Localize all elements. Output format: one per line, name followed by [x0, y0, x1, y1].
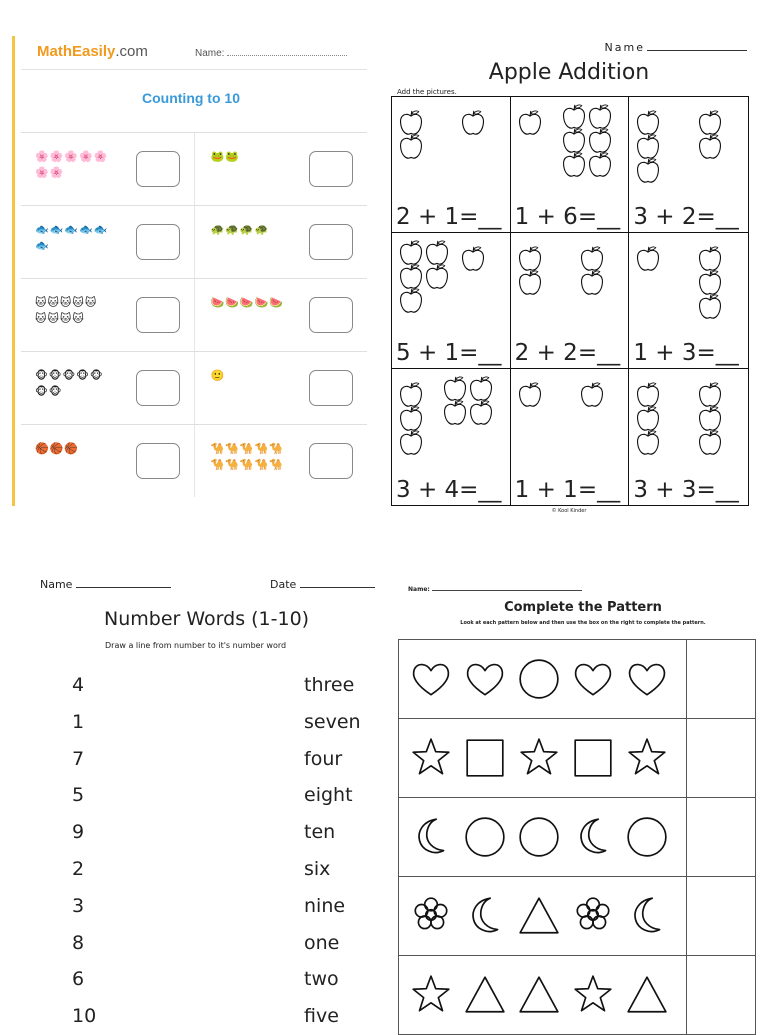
counting-row — [21, 351, 367, 424]
number-item: 7 — [72, 747, 85, 770]
date-field: Date — [270, 578, 375, 591]
counting-cell — [21, 133, 194, 205]
picture-group: 🌸🌸🌸🌸🌸 🌸🌸 — [35, 150, 109, 179]
problem-cell — [629, 233, 748, 369]
number-word: seven — [304, 710, 361, 733]
picture-group: 🐢🐢🐢🐢 — [210, 223, 270, 236]
copyright: © Kool Kinder — [551, 508, 587, 514]
counting-cell — [21, 279, 194, 351]
apple-icon — [517, 109, 543, 137]
counting-row — [21, 132, 367, 205]
answer-box[interactable] — [136, 297, 180, 333]
number-item: 9 — [72, 821, 85, 844]
pattern-worksheet — [398, 580, 768, 1024]
problem-cell — [511, 97, 630, 233]
star-icon — [566, 973, 620, 1017]
answer-box[interactable] — [309, 224, 353, 260]
answer-box[interactable] — [687, 956, 755, 1034]
problem-cell — [392, 97, 511, 233]
picture-group: 🏀🏀🏀 — [35, 442, 80, 455]
moon-icon — [620, 894, 674, 938]
answer-box[interactable] — [309, 151, 353, 187]
number-item: 4 — [72, 674, 85, 696]
apple-icon — [635, 157, 661, 185]
divider — [21, 69, 367, 70]
heart-icon — [404, 657, 458, 701]
heart-icon — [566, 657, 620, 701]
flower-icon — [404, 894, 458, 938]
apple-icon — [398, 429, 424, 457]
apple-grid — [391, 96, 749, 506]
number-item: 10 — [72, 1005, 97, 1028]
equation: 5 + 1=__ — [396, 340, 502, 366]
number-item: 1 — [72, 710, 85, 733]
counting-cell — [194, 425, 368, 497]
picture-group: 🐟🐟🐟🐟🐟 🐟 — [35, 223, 109, 252]
problem-cell — [511, 233, 630, 369]
pattern-row — [399, 877, 755, 956]
moon-icon — [566, 815, 620, 859]
pattern-shapes — [399, 798, 687, 876]
pattern-shapes — [399, 640, 687, 718]
name-field: Name: — [195, 48, 347, 59]
counting-cell — [21, 206, 194, 278]
number-word: eight — [304, 784, 353, 807]
number-word: one — [304, 931, 340, 954]
counting-row — [21, 205, 367, 278]
triangle-icon — [458, 973, 512, 1017]
number-word: nine — [304, 894, 346, 917]
problem-cell — [629, 97, 748, 233]
picture-group: 🐸🐸 — [210, 150, 240, 163]
worksheet-title: Apple Addition — [488, 60, 650, 85]
apple-icon — [635, 245, 661, 273]
pattern-shapes — [399, 719, 687, 797]
picture-group: 🙂 — [210, 369, 226, 382]
answer-box[interactable] — [136, 151, 180, 187]
equation: 3 + 2=__ — [633, 204, 739, 230]
circle-icon — [620, 815, 674, 859]
equation: 1 + 6=__ — [514, 204, 621, 230]
counting-cell — [194, 279, 368, 351]
apple-icon — [697, 133, 723, 161]
star-icon — [620, 736, 674, 780]
pattern-shapes — [399, 877, 687, 955]
answer-box[interactable] — [309, 443, 353, 479]
star-icon — [404, 736, 458, 780]
heart-icon — [620, 657, 674, 701]
counting-cell — [194, 352, 368, 424]
worksheet-title: Counting to 10 — [142, 90, 240, 106]
picture-group: 🍉🍉🍉🍉🍉 — [210, 296, 284, 309]
apple-icon — [460, 109, 486, 137]
apple-icon — [468, 399, 494, 427]
apple-icon — [398, 133, 424, 161]
apple-icon — [697, 293, 723, 321]
square-icon — [566, 736, 620, 780]
problem-cell — [511, 369, 630, 505]
answer-box[interactable] — [687, 719, 755, 797]
triangle-icon — [512, 973, 566, 1017]
number-word: four — [304, 747, 343, 770]
number-item: 8 — [72, 931, 85, 954]
pattern-row — [399, 798, 755, 877]
circle-icon — [512, 657, 566, 701]
square-icon — [458, 736, 512, 780]
equation: 2 + 1=__ — [396, 204, 502, 230]
apple-icon — [635, 429, 661, 457]
apple-icon — [587, 151, 613, 179]
pattern-row — [399, 956, 755, 1035]
number-word: two — [304, 968, 339, 991]
triangle-icon — [620, 973, 674, 1017]
answer-box[interactable] — [309, 297, 353, 333]
equation: 2 + 2=__ — [514, 340, 621, 366]
instructions: Look at each pattern below and then use the box on the right to complete the pattern. — [460, 620, 706, 626]
flower-icon — [566, 894, 620, 938]
pattern-row — [399, 640, 755, 719]
triangle-icon — [512, 894, 566, 938]
moon-icon — [458, 894, 512, 938]
apple-icon — [398, 287, 424, 315]
number-words-worksheet — [20, 572, 380, 1032]
apple-icon — [697, 429, 723, 457]
name-field: Name — [605, 41, 747, 54]
answer-box[interactable] — [309, 370, 353, 406]
brand-logo: MathEasily.com — [37, 43, 148, 60]
instructions: Draw a line from number to it's number word — [105, 641, 287, 650]
counting-cell — [194, 206, 368, 278]
circle-icon — [512, 815, 566, 859]
pattern-shapes — [399, 956, 687, 1034]
pattern-row — [399, 719, 755, 798]
number-word: six — [304, 858, 331, 880]
equation: 1 + 3=__ — [633, 340, 739, 366]
picture-group: 🐱🐱🐱🐱🐱 🐱🐱🐱🐱 — [35, 296, 98, 325]
equation: 3 + 4=__ — [396, 477, 502, 503]
equation: 1 + 1=__ — [514, 477, 621, 503]
number-item: 6 — [72, 968, 85, 991]
instructions: Add the pictures. — [397, 88, 457, 96]
apple-icon — [579, 269, 605, 297]
number-word: ten — [304, 821, 336, 844]
answer-box[interactable] — [687, 640, 755, 718]
answer-box[interactable] — [687, 798, 755, 876]
apple-icon — [579, 381, 605, 409]
worksheet-title: Number Words (1-10) — [104, 608, 310, 630]
counting-row — [21, 424, 367, 497]
apple-icon — [424, 263, 450, 291]
apple-addition-worksheet — [383, 36, 755, 518]
moon-icon — [404, 815, 458, 859]
apple-icon — [517, 381, 543, 409]
equation: 3 + 3=__ — [633, 477, 739, 503]
problem-cell — [392, 233, 511, 369]
counting-grid — [21, 132, 367, 497]
answer-box[interactable] — [136, 443, 180, 479]
counting-cell — [194, 133, 368, 205]
number-item: 2 — [72, 858, 85, 880]
counting-cell — [21, 425, 194, 497]
number-word: five — [304, 1005, 339, 1028]
apple-icon — [517, 269, 543, 297]
worksheet-title: Complete the Pattern — [504, 600, 662, 615]
apple-icon — [460, 245, 486, 273]
star-icon — [404, 973, 458, 1017]
number-word: three — [304, 674, 355, 696]
star-icon — [512, 736, 566, 780]
answer-box[interactable] — [687, 877, 755, 955]
answer-box[interactable] — [136, 370, 180, 406]
number-item: 5 — [72, 784, 85, 807]
answer-box[interactable] — [136, 224, 180, 260]
pattern-table — [398, 639, 756, 1035]
picture-group: 🐵🐵🐵🐵🐵 🐵🐵 — [35, 369, 104, 398]
name-field: Name: — [408, 586, 582, 593]
apple-icon — [561, 151, 587, 179]
name-field: Name — [40, 578, 171, 591]
picture-group: 🐪🐪🐪🐪🐪 🐪🐪🐪🐪🐪 — [210, 442, 284, 471]
apple-icon — [442, 399, 468, 427]
counting-row — [21, 278, 367, 351]
counting-worksheet — [12, 36, 367, 506]
number-item: 3 — [72, 894, 85, 917]
heart-icon — [458, 657, 512, 701]
circle-icon — [458, 815, 512, 859]
problem-cell — [629, 369, 748, 505]
counting-cell — [21, 352, 194, 424]
problem-cell — [392, 369, 511, 505]
